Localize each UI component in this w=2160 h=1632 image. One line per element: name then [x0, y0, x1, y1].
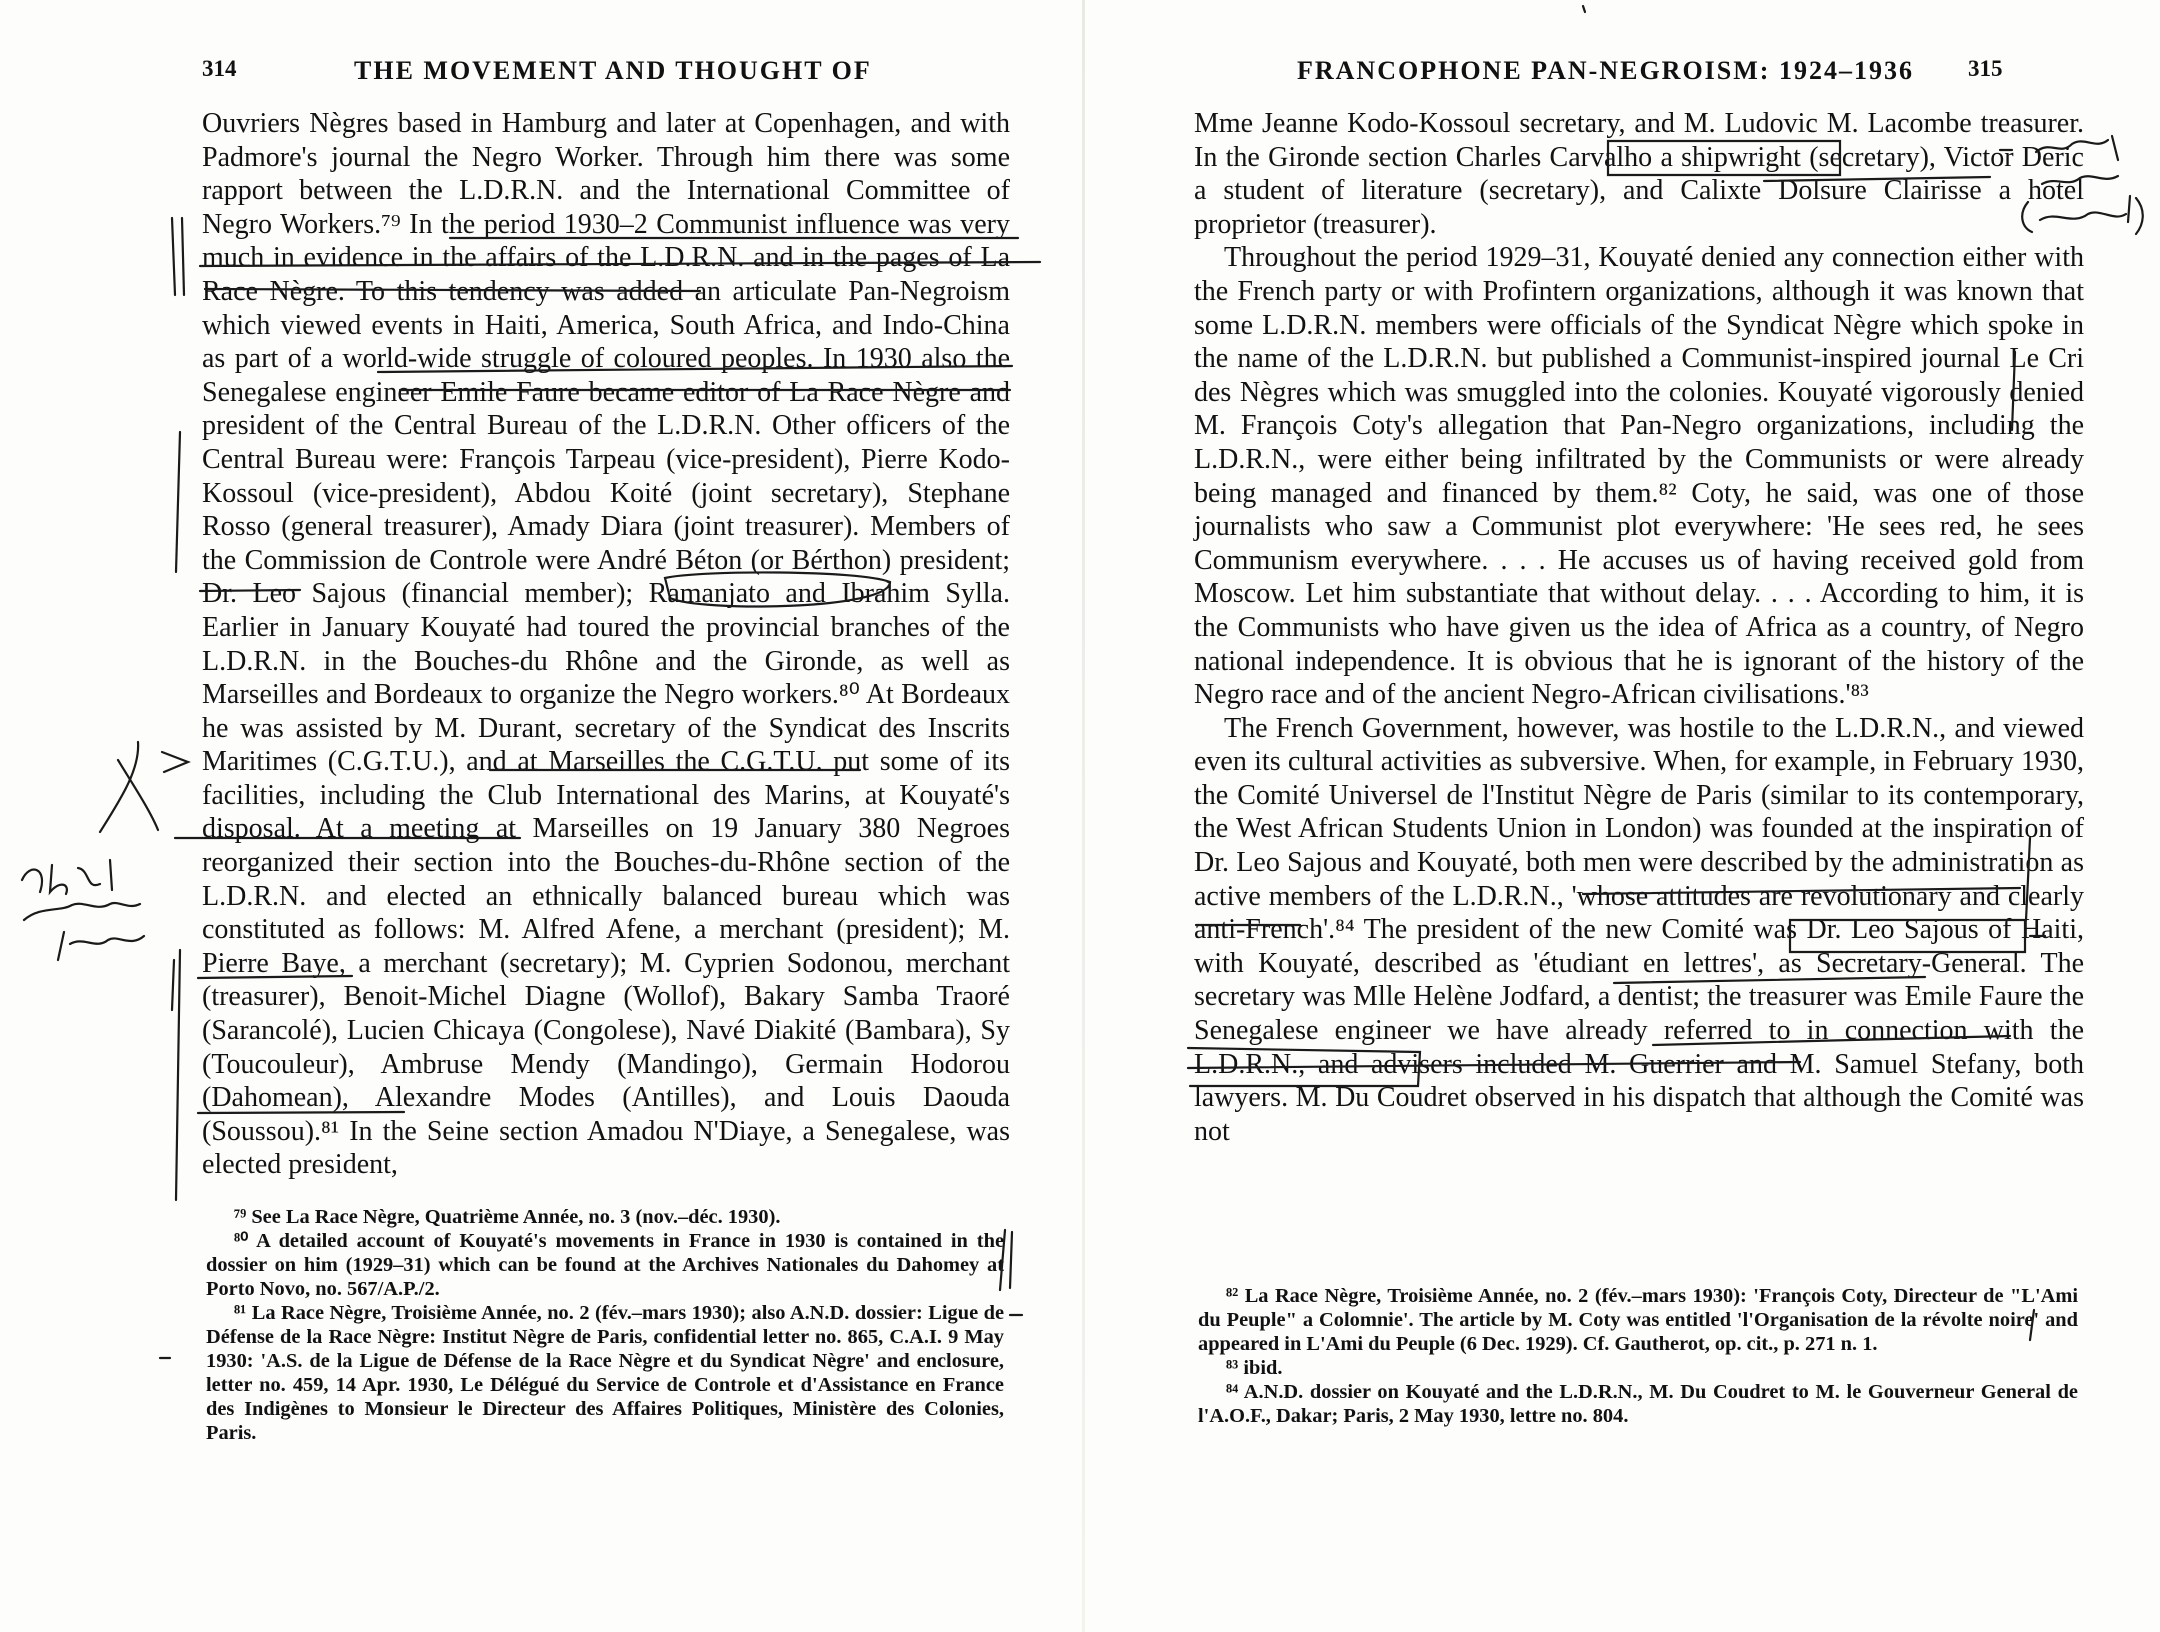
right-footnotes [1198, 1284, 2078, 1428]
left-paragraph-1: Ouvriers Nègres based in Hamburg and later at Copenhagen, and with Padmore's journal the Negro Worker. Through him there was some rapport between the L.D.R.N. and the International Committee of Negro Workers.⁷⁹ In the period 1930–2 Communist influence was very much in evidence in the affairs of the L.D.R.N. and in the pages of La Race Nègre. To this tendency was added an articulate Pan-Negroism which viewed events in Haiti, America, South Africa, and Indo-China as part of a world-wide struggle of coloured peoples. In 1930 also the Senegalese engineer Emile Faure became editor of La Race Nègre and president of the Central Bureau of the L.D.R.N. Other officers of the Central Bureau were: François Tarpeau (vice-president), Pierre Kodo-Kossoul (vice-president), Abdou Koité (joint secretary), Stephane Rosso (general treasurer), Amady Diara (joint treasurer). Members of the Commission de Controle were André Béton (or Bérthon) president; Dr. Leo Sajous (financial member); Ramanjato and Ibrahim Sylla. Earlier in January Kouyaté had toured the provincial branches of the L.D.R.N. in the Bouches-du Rhône and the Gironde, as well as Marseilles and Bordeaux to organize the Negro workers.⁸⁰ At Bordeaux he was assisted by M. Durant, secretary of the Syndicat des Inscrits Maritimes (C.G.T.U.), and at Marseilles the C.G.T.U. put some of its facilities, including the Club International des Marins, at Kouyaté's disposal. At a meeting at Marseilles on 19 January 380 Negroes reorganized their section into the Bouches-du-Rhône section of the L.D.R.N. and elected an ethnically balanced bureau which was constituted as follows: M. Alfred Afene, a merchant (president); M. Pierre Baye, a merchant (secretary); M. Cyprien Sodonou, merchant (treasurer), Benoit-Michel Diagne (Wollof), Bakary Samba Traoré (Sarancolé), Lucien Chicaya (Congolese), Navé Diakité (Bambara), Sy (Toucouleur), Ambruse Mendy (Mandingo), Germain Hodorou (Dahomean), Alexandre Modes (Antilles), and Louis Daouda (Soussou).⁸¹ In the Seine section Amadou N'Diaye, a Senegalese, was elected president, [202, 108, 1010, 1181]
right-paragraph-3: The French Government, however, was hostile to the L.D.R.N., and viewed even its cultural activities as subversive. When, for example, in February 1930, the Comité Universel de l'Institut Nègre de Paris (similar to its contemporary, the West African Students Union in London) was founded at the inspiration of Dr. Leo Sajous and Kouyaté, both men were described by the administration as active members of the L.D.R.N., 'whose attitudes are revolutionary and clearly anti-French'.⁸⁴ The president of the new Comité was Dr. Leo Sajous of Haiti, with Kouyaté, described as 'étudiant en lettres', as Secretary-General. The secretary was Mlle Helène Jodfard, a dentist; the treasurer was Emile Faure the Senegalese engineer we have already referred to in connection with the L.D.R.N., and advisers included M. Guerrier and M. Samuel Stefany, both lawyers. M. Du Coudret observed in his dispatch that although the Comité was not [1194, 712, 2084, 1147]
right-body-text [1194, 107, 2084, 1148]
footnote-79: ⁷⁹ See La Race Nègre, Quatrième Année, no. 3 (nov.–déc. 1930). [234, 1206, 781, 1228]
footnote-82: ⁸² La Race Nègre, Troisième Année, no. 2 (fév.–mars 1930): 'François Coty, Directeur de "L'Ami du Peuple" a Colomnie'. The article by M. Coty was entitled 'l'Organisation de la révolte noire' and appeared in L'Ami du Peuple (6 Dec. 1929). Cf. Gautherot, op. cit., p. 271 n. 1. [1198, 1285, 2078, 1355]
left-page-number: 314 [202, 56, 237, 81]
left-footnotes [206, 1205, 1004, 1445]
footnote-81: ⁸¹ La Race Nègre, Troisième Année, no. 2 (fév.–mars 1930); also A.N.D. dossier: Ligue de Défense de la Race Nègre: Institut Nègre de Paris, confidential letter no. 865, C.A.I. 9 May 1930: 'A.S. de la Ligue de Défense de la Race Nègre et du Syndicat Nègre' and enclosure, letter no. 459, 14 Apr. 1930, Le Délégué du Service de Controle et d'Assistance en France des Indigènes to Monsieur le Directeur des Affaires Politiques, Ministère des Colonies, Paris. [206, 1302, 1004, 1444]
left-running-head: THE MOVEMENT AND THOUGHT OF [354, 56, 872, 85]
footnote-84: ⁸⁴ A.N.D. dossier on Kouyaté and the L.D.R.N., M. Du Coudret to M. le Gouverneur General de l'A.O.F., Dakar; Paris, 2 May 1930, lettre no. 804. [1198, 1381, 2078, 1427]
right-running-head: FRANCOPHONE PAN-NEGROISM: 1924–1936 [1297, 56, 1914, 85]
left-body-text [202, 107, 1010, 1182]
right-page [1080, 0, 2160, 1632]
right-page-number: 315 [1968, 56, 2003, 81]
footnote-80: ⁸⁰ A detailed account of Kouyaté's movements in France in 1930 is contained in the dossier on him (1929–31) which can be found at the Archives Nationales du Dahomey at Porto Novo, no. 567/A.P./2. [206, 1230, 1004, 1300]
right-paragraph-1: Mme Jeanne Kodo-Kossoul secretary, and M. Ludovic M. Lacombe treasurer. In the Gironde section Charles Carvalho a shipwright (secretary), Victor Deric a student of literature (secretary), and Calixte Dolsure Clairisse a hotel proprietor (treasurer). [1194, 108, 2084, 240]
right-paragraph-2: Throughout the period 1929–31, Kouyaté denied any connection either with the French party or with Profintern organizations, although it was known that some L.D.R.N. members were officials of the Syndicat Nègre which spoke in the name of the L.D.R.N. but published a Communist-inspired journal Le Cri des Nègres which was smuggled into the colonies. Kouyaté vigorously denied M. François Coty's allegation that Pan-Negro organizations, including the L.D.R.N., were either being infiltrated by the Communists or were already being managed and financed by them.⁸² Coty, he said, was one of those journalists who saw a Communist plot everywhere: 'He sees red, he sees Communism everywhere. . . . He accuses us of having received gold from Moscow. Let him substantiate that without delay. . . . According to him, it is the Communists who have given us the idea of Africa as a country, of Negro national independence. It is obvious that he is ignorant of the history of the Negro race and of the ancient Negro-African civilisations.'⁸³ [1194, 242, 2084, 711]
footnote-83: ⁸³ ibid. [1226, 1357, 1283, 1379]
